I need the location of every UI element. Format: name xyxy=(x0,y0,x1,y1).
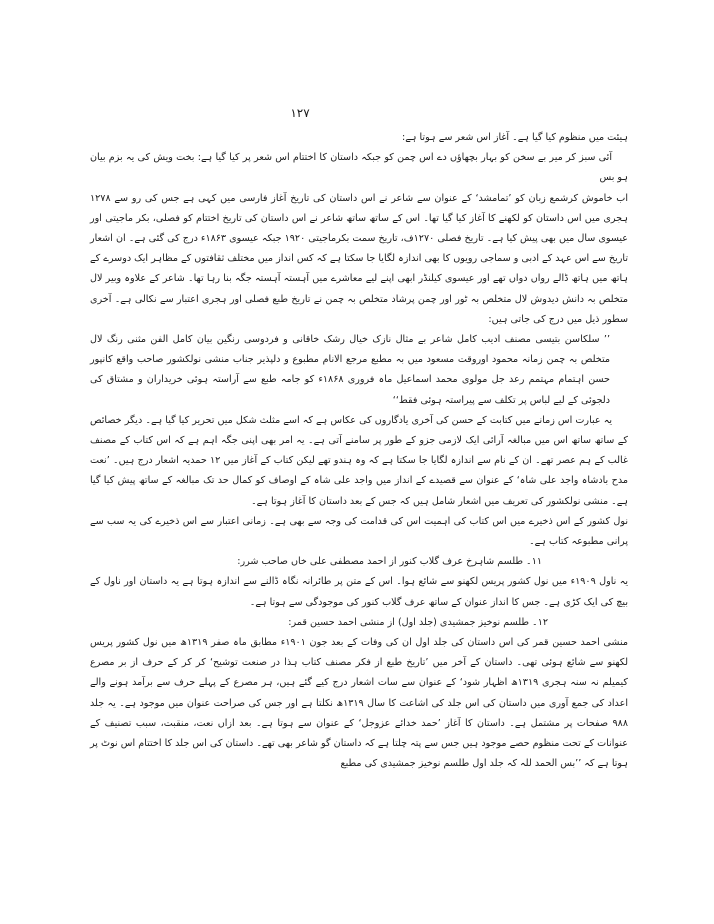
paragraph-dates: اب خاموش کرشمع زبان کو ’تمامشد‘ کے عنوان سے شاعر نے اس داستان کی تاریخ آغاز فارسی میں کہی ہے جس کی رو سے ۱۲۷۸ ہجری میں اس داستان کو لکھنے کا آغاز کیا گیا تھا۔ اس کے ساتھ ساتھ شاعر نے اس داستان کی تاریخ اختتام کو فصلی، بکر ماجیتی اور عیسوی سال میں بھی پیش کیا ہے۔ تاریخ فصلی ۱۲۷۰ف، تاریخ سمت بکرماجیتی ۱۹۲۰ جبکہ عیسوی ۱۸۶۳ء درج کی گئی ہے۔ ان اشعار تاریخ سے اس عہد کے ادبی و سماجی رویوں کا بھی اندازہ لگایا جا سکتا ہے کہ کس انداز میں مختلف ثقافتوں کے مظاہر ایک دوسرے کے ہاتھ میں ہاتھ ڈالے رواں دواں تھے اور عیسوی کیلنڈر ابھی اپنے لیے معاشرے میں آہستہ آہستہ جگہ بنا رہا تھا۔ شاعر کے علاوہ وبیر لال متخلص بہ دانش دیدوش لال متخلص بہ ٹور اور چمن پرشاد متخلص بہ چمن نے تاریخ طبع فصلی اور ہجری اعتبار سے نکالی ہے۔ آخری سطور ذیل میں درج کی جاتی ہیں: xyxy=(90,192,628,325)
paragraph-item-12: منشی احمد حسین قمر کی اس داستان کی جلد اول ان کی وفات کے بعد جون ۱۹۰۱ء مطابق ماہ صفر ۱۳۱۹ھ میں نول کشور پریس لکھنو سے شائع ہوئی تھی۔ داستان کے آخر میں ’تاریخ طبع از فکر مصنف کتاب ہذا در صنعت توشیح‘ کر کر کے حرف از بر مصرع کیمیلم نہ سنہ ہجری ۱۳۱۹ھ اظہار شود‘ کے عنوان سے سات اشعار درج کیے گئے ہیں، ہر مصرع کے پہلے حرف سے برآمد ہونے والے اعداد کی جمع آوری میں داستان کی اس جلد کی اشاعت کا سال ۱۳۱۹ھ نکلتا ہے اور جس کی صراحت عنوان میں موجود ہے۔ یہ جلد ۹۸۸ صفحات پر مشتمل ہے۔ داستان کا آغاز ’حمد خدائے عزوجل‘ کے عنوان سے ہوتا ہے۔ بعد ازاں نعت، منقبت، سبب تصنیف کے عنوانات کے تحت منظوم حصے موجود ہیں جس سے پتہ چلتا ہے کہ داستان گو شاعر بھی تھے۔ داستان کی اس جلد کا اختتام اس نوٹ پر ہوتا ہے کہ ’’بس الحمد للہ کہ جلد اول طلسم نوخیز جمشیدی کی مطبع xyxy=(90,637,628,770)
paragraph-calligraphy: یہ عبارت اس زمانے میں کتابت کے حسن کی آخری یادگاروں کی عکاس ہے کہ اسے مثلث شکل میں تحریر کیا گیا ہے۔ دیگر خصائص کے ساتھ ساتھ اس میں مبالغہ آرائی ایک لازمی جزو کے طور پر سامنے آتی ہے۔ یہ امر بھی اپنی جگہ اہم ہے کہ اس کتاب کے مصنف غالب کے ہم عصر تھے۔ ان کے نام سے اندازہ لگایا جا سکتا ہے کہ وہ ہندو تھے لیکن کتاب کے آغاز میں ۱۲ حمدیہ اشعار درج ہیں۔ ’نعت مدح بادشاہ واجد علی شاہ‘ کے عنوان سے قصیدے کے انداز میں واجد علی شاہ کے اوصاف کو کمال حد تک مبالغہ کے ساتھ پیش کیا گیا ہے۔ منشی نولکشور کی تعریف میں اشعار شامل ہیں کہ جس کے بعد داستان کا آغاز ہوتا ہے۔ xyxy=(90,414,628,507)
paragraph-antiquity: نول کشور کے اس ذخیرے میں اس کتاب کی اہمیت اس کی قدامت کی وجہ سے بھی ہے۔ زمانی اعتبار سے اس ذخیرے کی یہ سب سے پرانی مطبوعہ کتاب ہے۔ xyxy=(90,515,628,548)
body-text xyxy=(90,128,628,775)
paragraph-opening-verse: آئی سبز کر میر بے سخن کو بہار بچھاؤں دے اس چمن کو جبکہ داستان کا اختتام اس شعر پر کیا گیا ہے: بخت ویش کی یہ بزم بیان ہو بس xyxy=(90,152,628,184)
paragraph-item-11: یہ ناول ۱۹۰۹ء میں نول کشور پریس لکھنو سے شائع ہوا۔ اس کے متن پر طائرانہ نگاہ ڈالنے سے اندازہ ہوتا ہے یہ داستان اور ناول کے بیچ کی ایک کڑی ہے۔ جس کا انداز عنوان کے ساتھ عرف گلاب کنور کی موجودگی سے ہوتا ہے۔ xyxy=(90,576,628,608)
paragraph-intro-line: ہیئت میں منظوم کیا گیا ہے۔ آغاز اس شعر سے ہوتا ہے: xyxy=(401,132,628,143)
heading-item-12: ۱۲۔ طلسم نوخیز جمشیدی (جلد اول) از منشی احمد حسین قمر: xyxy=(288,616,548,628)
page-number: ۱۲۷ xyxy=(290,106,310,120)
paragraph-colophon-quote: ’’ سلکاسن بتیسی مصنف ادیب کامل شاعر بے مثال نازک خیال رشک خاقانی و فردوسی رنگین بیان کامل الفن مثنی رنگ لال متخلص بہ چمن زمانہ محمود اوروقت مسعود میں بہ مطبع مرجع الانام مطبوع و دلپذیر جناب منشی نولکشور صاحب واقع کانپور حسن اہتمام مہتمم رعد جل مولوی محمد اسماعیل ماہ فروری ۱۸۶۸ء کو جامہ طبع سے آراستہ ہوئی خریداران و مشتاق کی دلجوئی کے لیے لباس پر تکلف سے پیراستہ ہوئی فقط‘‘ xyxy=(90,334,610,406)
heading-item-11: ۱۱۔ طلسم شاہرخ عرف گلاب کنور از احمد مصطفی علی خاں صاحب شرر: xyxy=(237,556,542,568)
